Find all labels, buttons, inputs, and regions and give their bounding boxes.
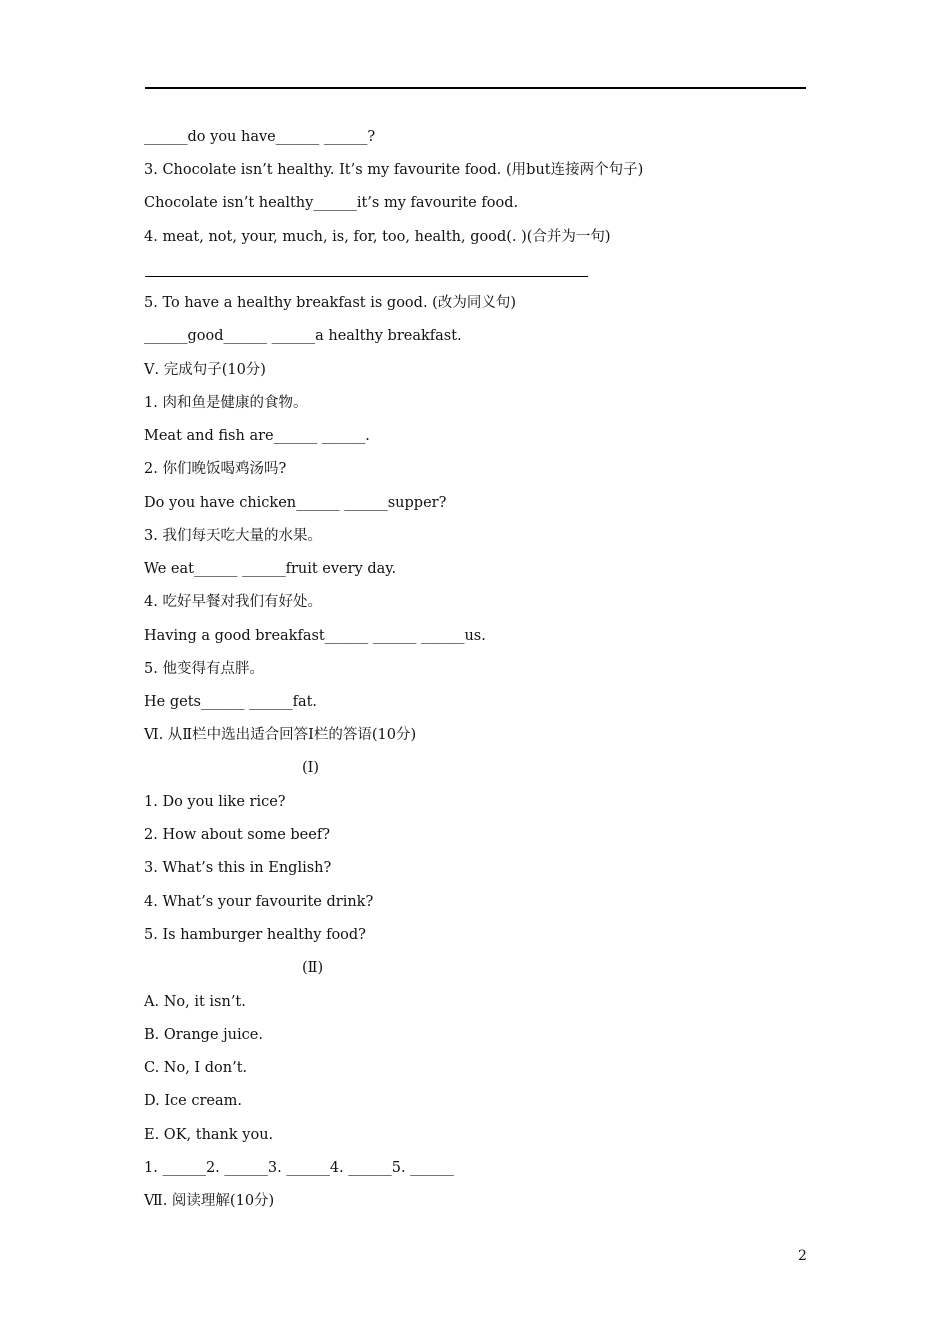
answer-line: Meat and fish are______ ______. <box>144 428 370 444</box>
column-heading: (Ⅱ) <box>302 960 324 976</box>
question-line: 3. Chocolate isn’t healthy. It’s my favourite food. (用but连接两个句子) <box>144 162 644 178</box>
page-number: 2 <box>798 1248 807 1264</box>
answer-line: Chocolate isn’t healthy______it’s my favourite food. <box>144 195 519 211</box>
answer-blank <box>145 276 588 277</box>
section-heading: Ⅵ. 从Ⅱ栏中选出适合回答Ⅰ栏的答语(10分) <box>144 727 417 743</box>
list-item: C. No, I don’t. <box>144 1060 248 1076</box>
list-item: 3. What’s this in English? <box>144 860 332 876</box>
question-line: 4. 吃好早餐对我们有好处。 <box>144 594 322 610</box>
list-item: 5. Is hamburger healthy food? <box>144 927 366 943</box>
answer-line: Having a good breakfast______ ______ ______us. <box>144 628 486 644</box>
answer-line: We eat______ ______fruit every day. <box>144 561 397 577</box>
list-item: 2. How about some beef? <box>144 827 330 843</box>
column-heading: (Ⅰ) <box>302 760 320 776</box>
header-rule <box>145 87 806 89</box>
question-line: 5. To have a healthy breakfast is good. (改为同义句) <box>144 295 516 311</box>
list-item: 4. What’s your favourite drink? <box>144 894 374 910</box>
question-line: 2. 你们晚饭喝鸡汤吗? <box>144 461 287 477</box>
question-line: 3. 我们每天吃大量的水果。 <box>144 528 322 544</box>
list-item: E. OK, thank you. <box>144 1127 274 1143</box>
question-line: 4. meat, not, your, much, is, for, too, health, good(. )(合并为一句) <box>144 229 611 245</box>
answer-line: Do you have chicken______ ______supper? <box>144 495 447 511</box>
list-item: A. No, it isn’t. <box>144 994 246 1010</box>
section-heading: Ⅶ. 阅读理解(10分) <box>144 1193 275 1209</box>
question-line: 5. 他变得有点胖。 <box>144 661 264 677</box>
answer-line: 1. ______2. ______3. ______4. ______5. ______ <box>144 1160 454 1176</box>
list-item: D. Ice cream. <box>144 1093 243 1109</box>
section-heading: Ⅴ. 完成句子(10分) <box>144 362 266 378</box>
answer-line: He gets______ ______fat. <box>144 694 318 710</box>
list-item: 1. Do you like rice? <box>144 794 286 810</box>
question-line: ______do you have______ ______? <box>144 129 376 145</box>
question-line: 1. 肉和鱼是健康的食物。 <box>144 395 308 411</box>
list-item: B. Orange juice. <box>144 1027 263 1043</box>
answer-line: ______good______ ______a healthy breakfast. <box>144 328 462 344</box>
